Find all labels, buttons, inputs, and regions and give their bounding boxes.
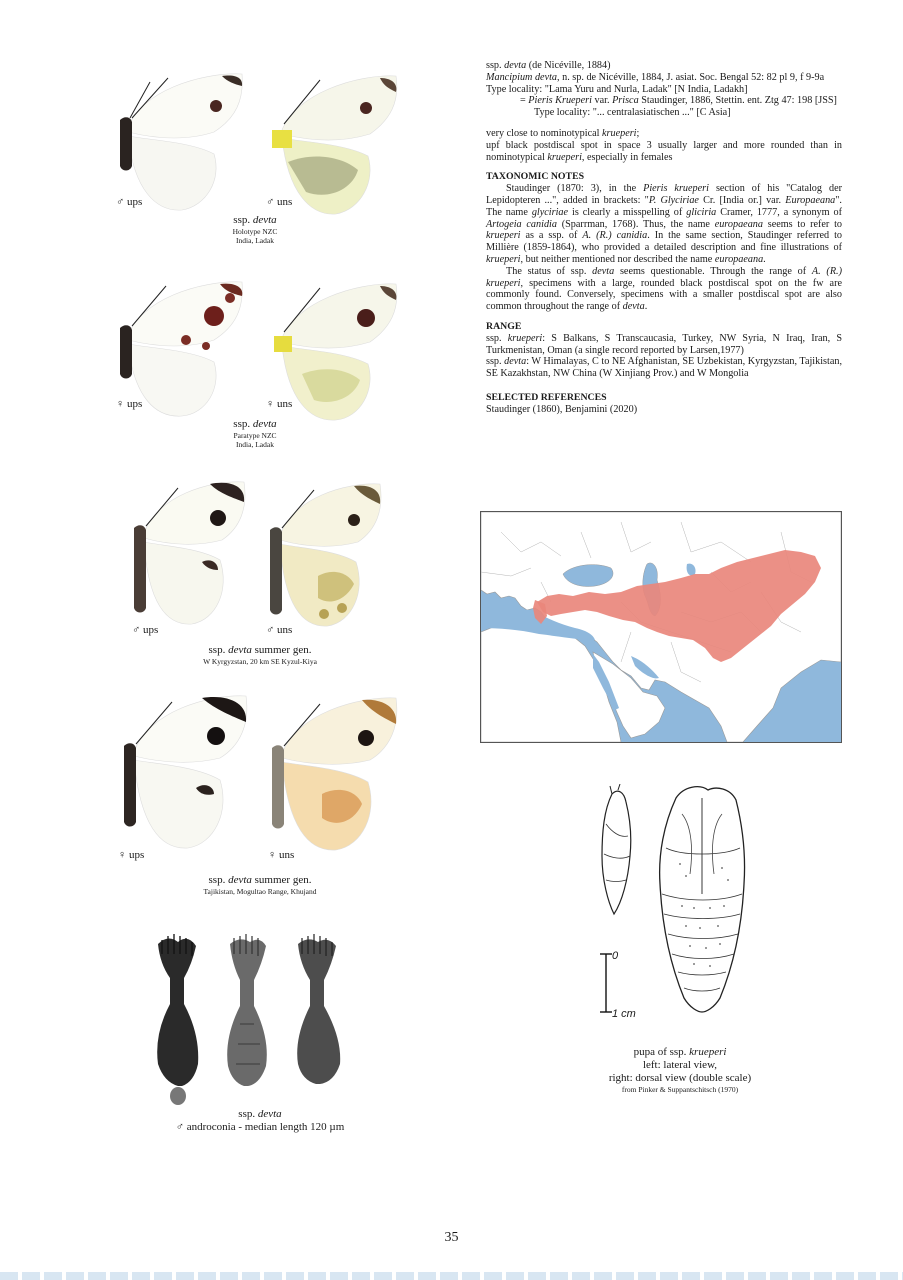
range-devta: ssp. devta: W Himalayas, C to NE Afghanistan, SE Uzbekistan, Kyrgyzstan, Tajikistan, SE Kazakhstan, NW China (W Xinjiang Prov.) and W Mongolia [486,356,843,380]
uns-label: ♀ uns [266,398,293,410]
uns-label: ♀ uns [268,849,295,861]
references-heading: SELECTED REFERENCES [486,391,607,403]
specimen-locality: Tajikistan, Mogultao Range, Khujand [203,887,317,896]
scale-bar-top-label: 0 [612,950,619,962]
specimen-type: Paratype NZC [233,431,277,440]
uns-label: ♂ uns [266,196,293,208]
specimen-locality: India, Ladak [236,440,274,449]
androconium-1 [157,934,198,1105]
specimen-type: Holotype NZC [232,227,278,236]
specimen-caption: ssp. devta summer gen. W Kyrgyzstan, 20 km SE Kyzul-Kiya [150,644,370,666]
specimen-locality: India, Ladak [236,236,274,245]
synonym-entry: = Pieris Krueperi var. Prisca Staudinger, 1886, Stettin. ent. Ztg 47: 198 [JSS] [520,95,837,107]
butterfly-female-underside-image [262,694,402,854]
page-number: 35 [444,1230,459,1245]
specimen-caption: ssp. devta Paratype NZC India, Ladak [180,418,330,449]
pupa-dorsal-view [660,787,745,1012]
pupa-illustration [590,784,770,1024]
original-description: Mancipium devta, n. sp. de Nicéville, 1884, J. asiat. Soc. Bengal 52: 82 pl 9, f 9-9a [486,71,825,83]
synonym-type-locality: Type locality: "... centralasiatischen ..." [C Asia] [534,107,731,119]
taxon-text-column [486,60,842,416]
taxonomic-notes-heading: TAXONOMIC NOTES [486,171,585,183]
diagnosis-line-2: upf black postdiscal spot in space 3 usually larger and more rounded than in nominotypical krueperi, especially in females [486,139,842,163]
butterfly-female-upperside-image [116,692,252,852]
distribution-map [480,511,842,743]
butterfly-male-upperside-image [126,478,250,628]
references-text: Staudinger (1860), Benjamini (2020) [486,403,638,415]
range-heading: RANGE [486,320,522,332]
pupa-lateral-view [602,784,631,914]
type-locality: Type locality: "Lama Yuru and Nurla, Ladak" [N India, Ladakh] [486,83,748,95]
bottom-decorative-strip [0,1272,903,1280]
specimen-locality: W Kyrgyzstan, 20 km SE Kyzul-Kiya [203,657,317,666]
ups-label: ♀ ups [118,849,145,861]
ups-label: ♀ ups [116,398,143,410]
scale-bar-bottom-label: 1 cm [612,1008,636,1020]
diagnosis-line-1: very close to nominotypical krueperi; [486,127,640,139]
pupa-source: from Pinker & Suppantschitsch (1970) [621,1085,739,1094]
androconia-illustration [148,934,360,1110]
range-krueperi: ssp. krueperi: S Balkans, S Transcaucasia, Turkey, NW Syria, N Iraq, Iran, S Turkmenistan, Oman (a single record reported by Larsen,1977) [486,332,842,356]
uns-label: ♂ uns [266,624,293,636]
specimen-caption: ssp. devta summer gen. Tajikistan, Mogultao Range, Khujand [150,874,370,896]
taxonomic-notes-paragraph-2: The status of ssp. devta seems questionable. Through the range of A. (R.) krueperi, specimens with a large, rounded black postdiscal spot on the fw are commonly found. Conversely, specimens with a smaller postdiscal spot are also common throughout the range of devta. [486,265,842,313]
androconia-caption: ssp. devta ♂ androconia - median length 120 µm [140,1108,380,1134]
butterfly-male-underside-image [262,480,386,630]
taxonomic-notes-paragraph-1: Staudinger (1870: 3), in the Pieris krueperi section of his "Catalog der Lepidopteren ...", added in brackets: "P. Glyciriae Cr. [India or.] var. Europaeana". The name glyciriae is clearly a misspelling of gliciria Cramer, 1777, a synonym of Artogeia canidia (Sparrman, 1768). Thus, the name europaeana seems to refer to krueperi as a ssp. of A. (R.) canidia. In the same section, Staudinger referred to Millière (1859-1864), who provided a detailed description and fine illustrations of krueperi, but neither mentioned nor described the name europaeana. [486,183,843,265]
ups-label: ♂ ups [132,624,159,636]
scale-bar [600,954,612,1012]
androconium-2 [227,934,267,1086]
androconia-measurement: ♂ androconia - median length 120 µm [175,1121,345,1133]
taxon-header: ssp. devta (de Nicéville, 1884) [486,60,611,71]
androconium-3 [297,934,340,1084]
ups-label: ♂ ups [116,196,143,208]
butterfly-male-upperside-image [110,70,250,215]
pupa-caption: pupa of ssp. krueperi left: lateral view, right: dorsal view (double scale) from Pinker & Suppantschitsch (1970) [560,1046,800,1094]
specimen-caption: ssp. devta Holotype NZC India, Ladak [180,214,330,245]
